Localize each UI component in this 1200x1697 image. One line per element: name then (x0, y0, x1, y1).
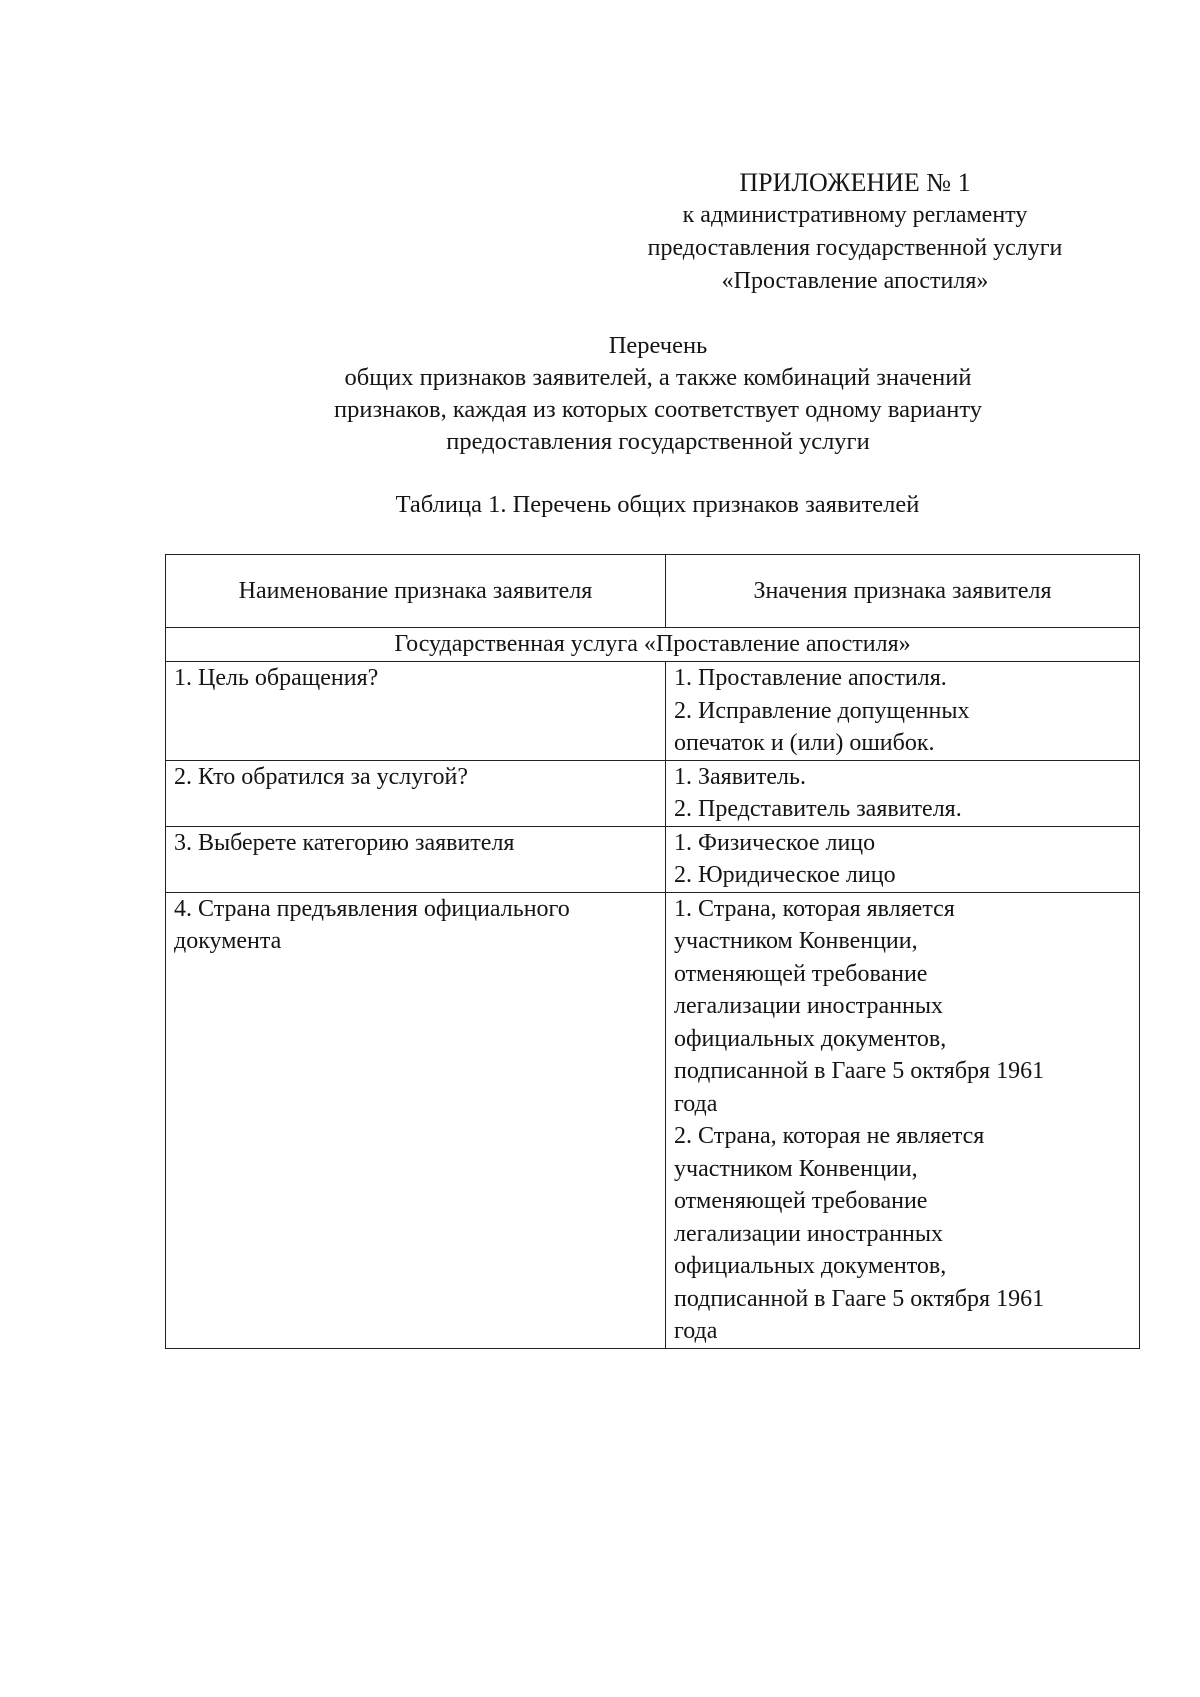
criterion-cell (166, 760, 666, 826)
criterion-cell (166, 892, 666, 1348)
criterion-text: 2. Кто обратился за услугой? (174, 763, 469, 790)
value-text: легализации иностранных (674, 993, 944, 1019)
table-caption: Таблица 1. Перечень общих признаков заявителей (395, 491, 920, 518)
value-text: подписанной в Гааге 5 октября 1961 (674, 1285, 1045, 1312)
value-text: официальных документов, (674, 1253, 947, 1279)
value-text: участником Конвенции, (674, 928, 918, 954)
value-text: опечаток и (или) ошибок. (674, 730, 935, 756)
criterion-text: 4. Страна предъявления официального (174, 895, 570, 922)
column-header-criterion: Наименование признака заявителя (166, 555, 666, 628)
appendix-line: предоставления государственной услуги (647, 235, 1063, 261)
value-text: 1. Заявитель. (674, 763, 806, 790)
heading-line: общих признаков заявителей, а также комбинаций значений (344, 364, 972, 391)
values-cell (666, 662, 1140, 761)
appendix-line: «Проставление апостиля» (721, 268, 989, 294)
appendix-header (560, 166, 1150, 298)
criterion-text: 3. Выберете категорию заявителя (174, 829, 515, 856)
values-cell (666, 760, 1140, 826)
value-text: отменяющей требование (674, 1188, 928, 1214)
document-heading (260, 330, 1056, 458)
table-row (166, 892, 1140, 1348)
value-text: года (674, 1090, 718, 1117)
table-row (166, 662, 1140, 761)
criterion-text: документа (174, 928, 282, 954)
table-row (166, 760, 1140, 826)
criterion-cell (166, 662, 666, 761)
service-row (166, 628, 1140, 662)
value-text: 1. Проставление апостиля. (674, 665, 947, 691)
table-row (166, 826, 1140, 892)
value-text: 2. Юридическое лицо (674, 862, 896, 888)
value-text: 1. Страна, которая является (674, 895, 955, 922)
value-text: 2. Представитель заявителя. (674, 796, 962, 822)
value-text: 2. Страна, которая не является (674, 1123, 985, 1149)
heading-line: Перечень (608, 332, 708, 359)
service-name: Государственная услуга «Проставление апостиля» (166, 628, 1140, 662)
heading-line: предоставления государственной услуги (446, 428, 870, 455)
criterion-text: 1. Цель обращения? (174, 665, 379, 691)
values-cell (666, 892, 1140, 1348)
appendix-title: ПРИЛОЖЕНИЕ № 1 (739, 168, 971, 197)
value-text: отменяющей требование (674, 960, 928, 987)
values-cell (666, 826, 1140, 892)
value-text: подписанной в Гааге 5 октября 1961 (674, 1058, 1045, 1084)
applicant-criteria-table (165, 554, 1140, 1349)
appendix-line: к административному регламенту (682, 202, 1028, 228)
value-text: официальных документов, (674, 1025, 947, 1052)
criterion-cell (166, 826, 666, 892)
column-header-values: Значения признака заявителя (666, 555, 1140, 628)
value-text: года (674, 1318, 718, 1344)
heading-line: признаков, каждая из которых соответствует одному варианту (333, 396, 983, 423)
table-header-row (166, 555, 1140, 628)
value-text: легализации иностранных (674, 1220, 944, 1247)
value-text: участником Конвенции, (674, 1155, 918, 1182)
value-text: 2. Исправление допущенных (674, 697, 970, 724)
value-text: 1. Физическое лицо (674, 829, 876, 856)
